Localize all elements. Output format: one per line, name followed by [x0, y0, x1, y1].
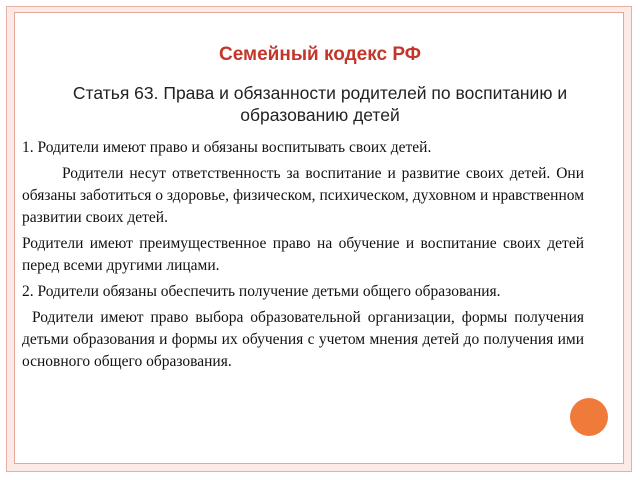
paragraph-1: 1. Родители имеют право и обязаны воспитывать своих детей. [22, 139, 432, 156]
slide-title: Семейный кодекс РФ [219, 44, 421, 65]
article-body [22, 137, 584, 377]
paragraph-3: Родители имеют преимущественное право на обучение и воспитание своих детей перед всеми другими лицами. [22, 235, 584, 274]
paragraph-2: Родители несут ответственность за воспитание и развитие своих детей. Они обязаны заботиться о здоровье, физическом, психическом, духовном и нравственном развитии своих детей. [22, 165, 584, 226]
decorative-circle-icon [570, 398, 608, 436]
paragraph-5: Родители имеют право выбора образовательной организации, формы получения детьми образования и формы их обучения с учетом мнения детей до получения ими основного общего образования. [22, 309, 584, 370]
article-heading: Статья 63. Права и обязанности родителей по воспитанию и образованию детей [72, 83, 568, 125]
paragraph-4: 2. Родители обязаны обеспечить получение детьми общего образования. [22, 283, 501, 300]
